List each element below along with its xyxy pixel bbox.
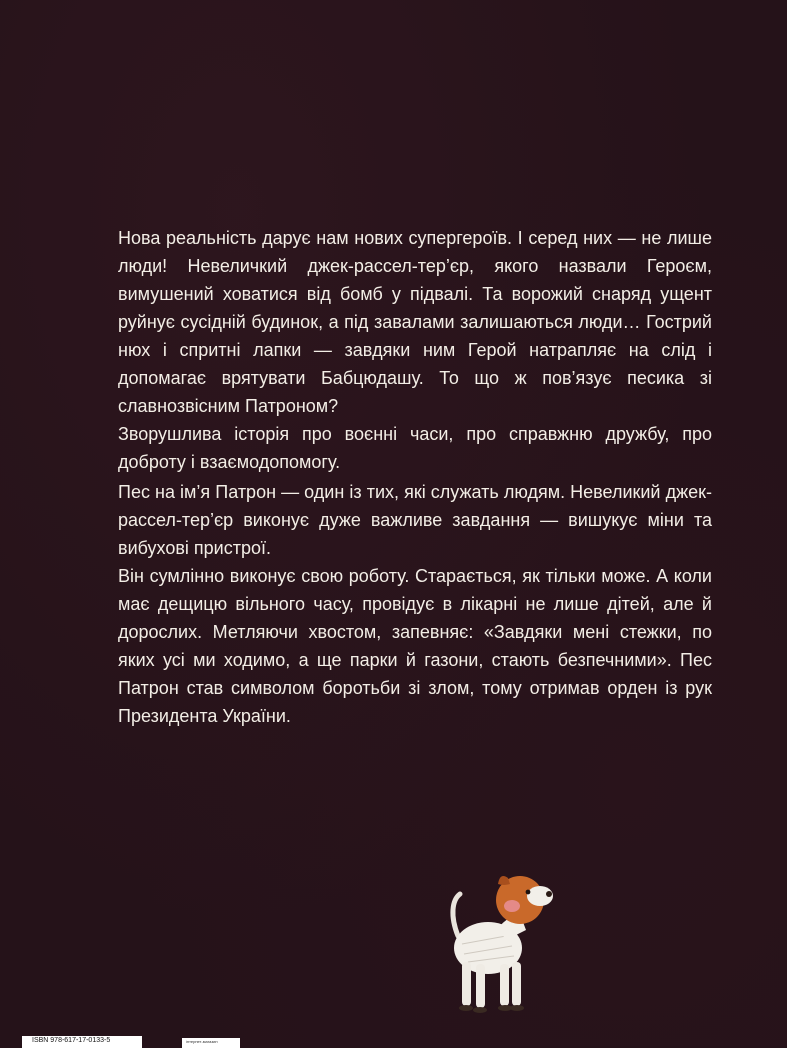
blurb-paragraph: Він сумлінно виконує свою роботу. Старається, як тільки може. А коли має дещицю вільного часу, провідує в лікарні не лише дітей, але й дорослих. Метляючи хвостом, запевняє: «Завдяки мені стежки, по яких усі ми ходимо, а ще парки й газони, стають безпечними». Пес Патрон став символом боротьби зі злом, тому отримав орден із рук Президента України. xyxy=(118,566,712,726)
isbn-barcode-label: ISBN 978-617-17-0133-5 xyxy=(22,1036,142,1048)
blurb-top xyxy=(118,224,712,476)
blurb-bottom xyxy=(118,478,712,730)
publisher-label: інтернет-магазин xyxy=(182,1038,240,1048)
blurb-paragraph: Пес на ім’я Патрон — один із тих, які служать людям. Невеликий джек-рассел-тер’єр виконує дуже важливе завдання — вишукує міни та вибухові пристрої. xyxy=(118,482,712,558)
dog-illustration xyxy=(428,866,558,1016)
blurb-paragraph: Зворушлива історія про воєнні часи, про справжню дружбу, про доброту і взаємодопомогу. xyxy=(118,424,712,472)
blurb-paragraph: Нова реальність дарує нам нових супергероїв. І серед них — не лише люди! Невеличкий джек-рассел-тер’єр, якого назвали Героєм, вимушений ховатися від бомб у підвалі. Та ворожий снаряд ущент руйнує сусідній будинок, а під завалами залишаються люди… Гострий нюх і спритні лапки — завдяки ним Герой натрапляє на слід і допомагає врятувати Бабцюдашу. То що ж пов’язує песика зі славнозвісним Патроном? xyxy=(118,228,712,416)
